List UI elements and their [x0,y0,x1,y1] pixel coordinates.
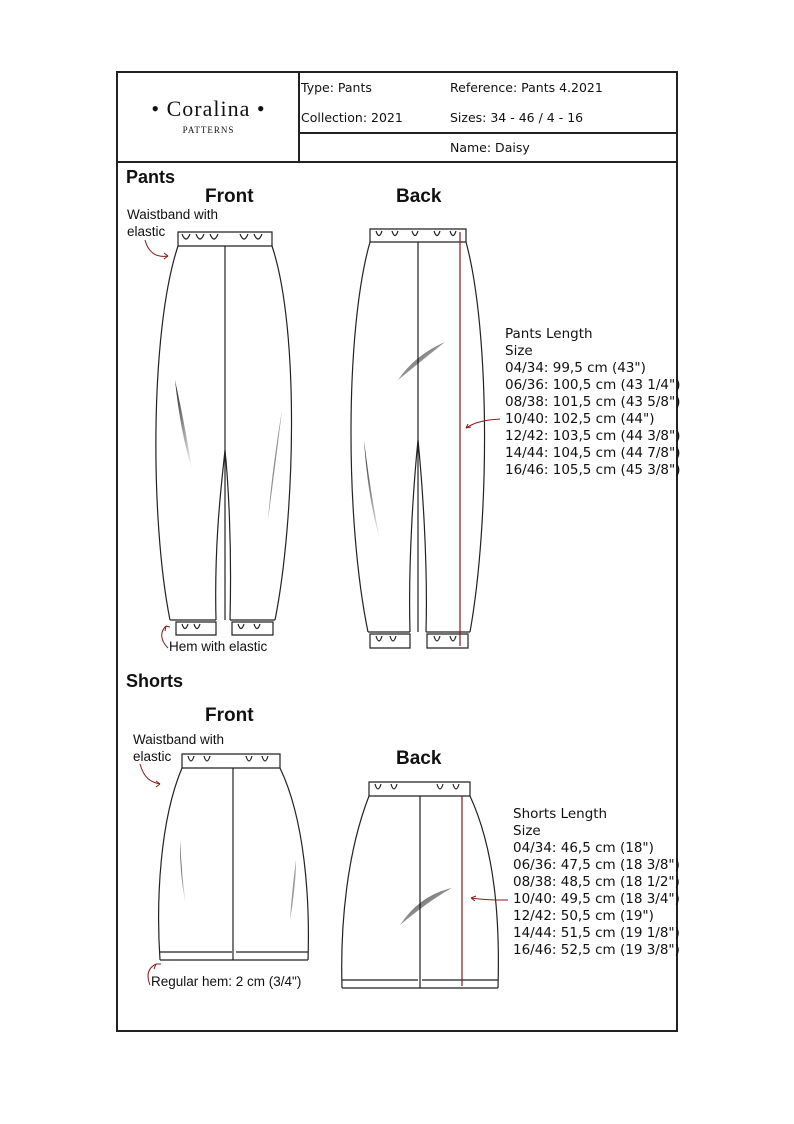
pants-length-table [505,326,681,479]
pants-length-row: 04/34: 99,5 cm (43") [505,360,646,376]
pants-length-row: 16/46: 105,5 cm (45 3/8") [505,462,681,478]
pants-section-title: Pants [126,167,176,187]
pants-waistband-note: Waistband with elastic [127,207,219,239]
header-bottom-line [118,161,678,163]
shorts-front-label: Front [205,705,254,726]
reference-field: Reference: Pants 4.2021 [450,80,603,95]
pants-back-label: Back [396,186,442,207]
shorts-length-row: 08/38: 48,5 cm (18 1/2") [513,874,680,890]
collection-field: Collection: 2021 [301,110,403,125]
shorts-hem-note: Regular hem: 2 cm (3/4") [151,974,302,989]
brand-subtitle: PATTERNS [182,125,235,135]
name-field: Name: Daisy [450,140,530,155]
shorts-length-row: 16/46: 52,5 cm (19 3/8") [513,942,680,958]
shorts-waistband-note: Waistband with elastic [133,732,225,764]
shorts-length-row: 14/44: 51,5 cm (19 1/8") [513,925,680,941]
shorts-length-row: 10/40: 49,5 cm (18 3/4") [513,891,680,907]
pants-length-title: Pants Length [505,326,593,342]
shorts-size-label: Size [513,823,541,839]
shorts-back-label: Back [396,748,442,769]
pants-length-row: 08/38: 101,5 cm (43 5/8") [505,394,681,410]
shorts-length-title: Shorts Length [513,806,608,822]
pants-length-row: 10/40: 102,5 cm (44") [505,411,655,427]
shorts-section-title: Shorts [126,671,184,691]
type-field: Type: Pants [301,80,372,95]
shorts-length-table [513,806,680,959]
pants-size-label: Size [505,343,533,359]
pants-length-row: 14/44: 104,5 cm (44 7/8") [505,445,681,461]
pants-length-row: 06/36: 100,5 cm (43 1/4") [505,377,681,393]
sizes-field: Sizes: 34 - 46 / 4 - 16 [450,110,584,125]
pants-front-label: Front [205,186,254,207]
shorts-length-row: 12/42: 50,5 cm (19") [513,908,654,924]
shorts-length-row: 06/36: 47,5 cm (18 3/8") [513,857,680,873]
brand-name: • Coralina • [151,96,266,121]
header-middle-line [299,132,678,134]
pants-hem-note: Hem with elastic [169,639,268,654]
pants-length-row: 12/42: 103,5 cm (44 3/8") [505,428,681,444]
shorts-length-row: 04/34: 46,5 cm (18") [513,840,654,856]
